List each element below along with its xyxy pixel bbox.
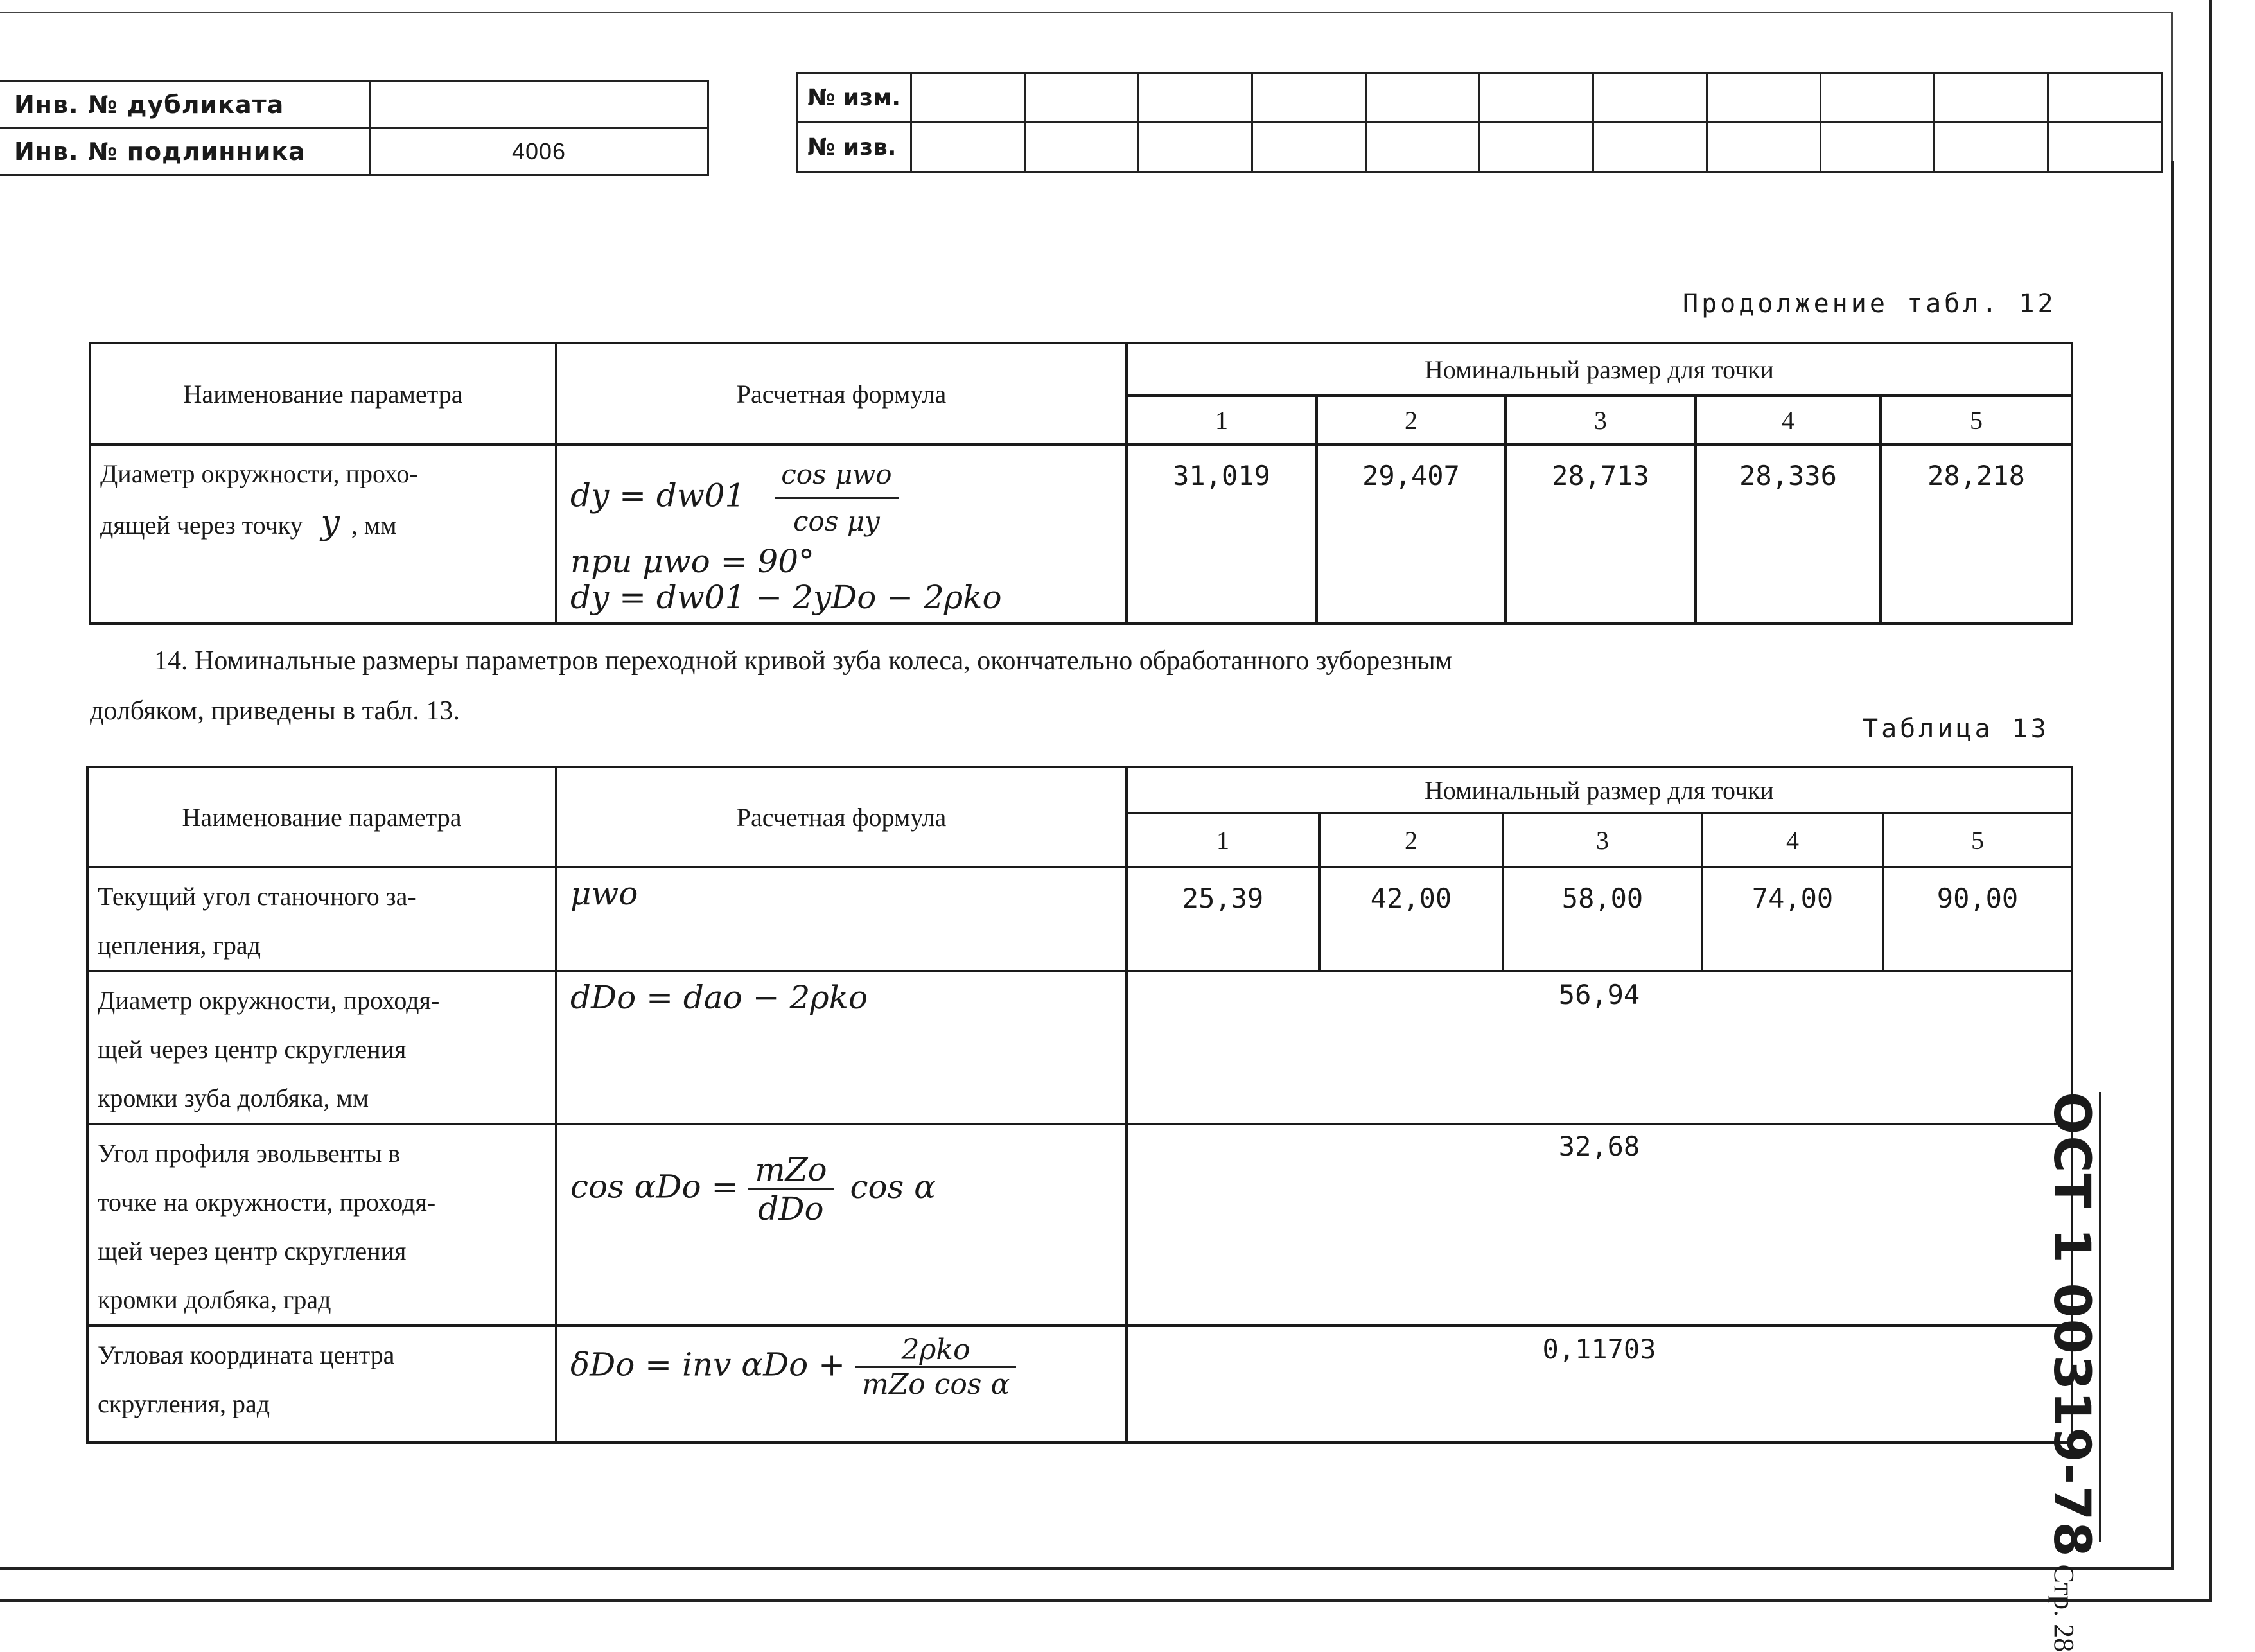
table12-caption: Продолжение табл. 12 [1683, 289, 2057, 319]
revision-cell [1139, 123, 1252, 172]
revision-cell [1139, 73, 1252, 123]
change-number-label: № изм. [798, 73, 911, 123]
revision-cell [1935, 123, 2048, 172]
table12-value: 28,713 [1505, 444, 1696, 624]
table12-header-param: Наименование параметра [90, 343, 556, 444]
table12 [89, 342, 2073, 625]
revision-cell [1480, 123, 1593, 172]
paragraph-line: долбяком, приведены в табл. 13. [90, 696, 460, 726]
table13-value: 74,00 [1702, 867, 1883, 971]
table13-value: 56,94 [1127, 971, 2072, 1124]
standard-code-rotated [2042, 1092, 2100, 1652]
param-name-line: кромки долбяка, град [98, 1285, 331, 1314]
formula-fraction: $\frac{\text{cos μwo}}{\text{cos μy}}$ [775, 452, 898, 544]
table12-point-header: 2 [1317, 396, 1505, 444]
param-name-line: Диаметр окружности, прохо- [100, 459, 418, 488]
formula-line: dy = dw01 $\frac{\text{cos μwo}}{\text{cos μy}}$ [570, 452, 1112, 544]
paragraph-line: 14. Номинальные размеры параметров переходной кривой зуба колеса, окончательно обработанного зуборезным [154, 646, 1453, 676]
param-name-line: Угловая координата центра [98, 1340, 395, 1369]
revision-cell [1707, 73, 1821, 123]
table12-point-header: 5 [1881, 396, 2072, 444]
table13 [86, 766, 2073, 1444]
param-name-line: щей через центр скругления [98, 1035, 407, 1064]
table13-value: 32,68 [1127, 1124, 2072, 1326]
table12-value: 28,336 [1696, 444, 1881, 624]
table13-formula: dDo = dao − 2ρko [556, 971, 1127, 1124]
revision-cell [1025, 73, 1139, 123]
table13-param-name [87, 971, 556, 1124]
table12-point-header: 4 [1696, 396, 1881, 444]
duplicate-inventory-label: Инв. № дубликата [0, 82, 370, 128]
table13-param-name [87, 1326, 556, 1443]
table13-formula: μwo [556, 867, 1127, 971]
page-number: Стр. 28 [2048, 1564, 2080, 1652]
table13-value: 58,00 [1503, 867, 1702, 971]
revision-cell [1821, 123, 1935, 172]
standard-code-block [2042, 1092, 2145, 1652]
revision-cell [2048, 73, 2162, 123]
revision-cell [1821, 73, 1935, 123]
table13-header-nominal: Номинальный размер для точки [1127, 767, 2072, 813]
param-name-line: дящей через точку y , мм [100, 504, 397, 542]
table13-point-header: 1 [1127, 813, 1319, 867]
variable-y: y [320, 504, 340, 542]
table12-param-name [90, 444, 556, 624]
param-name-line: кромки зуба долбяка, мм [98, 1084, 369, 1112]
revision-cell [1935, 73, 2048, 123]
revision-cell [1593, 73, 1707, 123]
table13-param-name [87, 867, 556, 971]
table12-header-formula: Расчетная формула [556, 343, 1127, 444]
table13-value: 90,00 [1883, 867, 2072, 971]
table13-value: 0,11703 [1127, 1326, 2072, 1443]
formula-line: dy = dw01 − 2yDo − 2ρko [570, 579, 1002, 616]
revision-cell [1025, 123, 1139, 172]
revision-grid [796, 72, 2163, 173]
param-name-line: щей через центр скругления [98, 1236, 407, 1265]
inventory-stamp [0, 80, 709, 176]
table13-header-param: Наименование параметра [87, 767, 556, 867]
revision-cell [1252, 73, 1366, 123]
table12-value: 29,407 [1317, 444, 1505, 624]
revision-cell [2048, 123, 2162, 172]
revision-cell [911, 73, 1025, 123]
original-inventory-label: Инв. № подлинника [0, 128, 370, 175]
table13-value: 42,00 [1319, 867, 1503, 971]
duplicate-inventory-value [370, 82, 708, 128]
table12-value: 28,218 [1881, 444, 2072, 624]
notice-number-label: № изв. [798, 123, 911, 172]
table13-point-header: 5 [1883, 813, 2072, 867]
param-name-line: цепления, град [98, 931, 261, 960]
table12-point-header: 3 [1505, 396, 1696, 444]
param-name-line: Угол профиля эвольвенты в [98, 1139, 401, 1168]
revision-cell [1480, 73, 1593, 123]
table12-point-header: 1 [1127, 396, 1317, 444]
param-name-line: Диаметр окружности, проходя- [98, 986, 440, 1015]
revision-cell [1593, 123, 1707, 172]
table12-value: 31,019 [1127, 444, 1317, 624]
param-name-line: скругления, рад [98, 1389, 270, 1418]
table13-point-header: 3 [1503, 813, 1702, 867]
revision-cell [1707, 123, 1821, 172]
formula-fraction: $\frac{\text{mZo}}{\text{dDo}}$ [748, 1151, 833, 1227]
table13-formula: cos αDo = $\frac{\text{mZo}}{\text{dDo}}$ cos α [556, 1124, 1127, 1326]
standard-code: ОСТ 1 00319-78 [2042, 1092, 2100, 1558]
table12-header-nominal: Номинальный размер для точки [1127, 343, 2072, 396]
table13-value: 25,39 [1127, 867, 1319, 971]
table13-point-header: 4 [1702, 813, 1883, 867]
table13-point-header: 2 [1319, 813, 1503, 867]
table13-caption: Таблица 13 [1863, 714, 2049, 744]
param-name-line: Текущий угол станочного за- [98, 882, 416, 911]
param-name-line: точке на окружности, проходя- [98, 1188, 436, 1217]
revision-cell [1366, 73, 1480, 123]
original-inventory-value: 4006 [370, 128, 708, 175]
table13-param-name [87, 1124, 556, 1326]
revision-cell [1366, 123, 1480, 172]
table13-header-formula: Расчетная формула [556, 767, 1127, 867]
formula-fraction: $\frac{\text{2ρko}}{\text{mZo cos α}}$ [855, 1333, 1016, 1401]
revision-cell [911, 123, 1025, 172]
table13-formula: δDo = inv αDo + $\frac{\text{2ρko}}{\text{mZo cos α}}$ [556, 1326, 1127, 1443]
table12-formula [556, 444, 1127, 624]
formula-line: при μwo = 90° [570, 543, 815, 580]
revision-cell [1252, 123, 1366, 172]
